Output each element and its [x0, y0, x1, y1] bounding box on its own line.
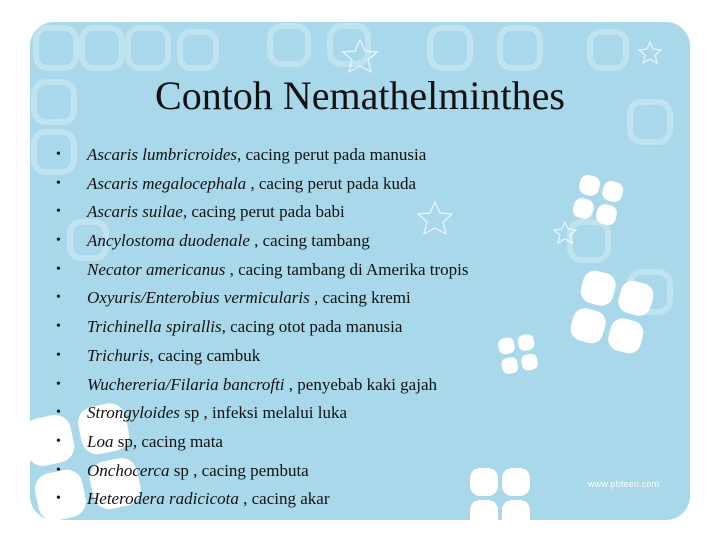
species-description: , cacing kremi: [309, 288, 411, 308]
list-item: [56, 457, 468, 486]
list-item: [56, 227, 468, 256]
list-item: [56, 170, 468, 199]
species-description: , cacing akar: [238, 489, 330, 509]
species-description: , penyebab kaki gajah: [284, 374, 437, 394]
list-item: [56, 284, 468, 313]
species-description: , cacing cambuk: [149, 345, 261, 365]
bullet-icon: •: [56, 261, 61, 277]
slide-title: Contoh Nemathelminthes: [155, 73, 565, 118]
species-description: sp , infeksi melalui luka: [179, 403, 348, 423]
species-name: Strongyloides: [87, 403, 180, 423]
bullet-icon: •: [56, 462, 61, 478]
list-item: [56, 313, 468, 342]
list-item: [56, 399, 468, 428]
species-description: sp, cacing mata: [113, 431, 223, 451]
species-description: , cacing tambang di Amerika tropis: [225, 259, 469, 279]
bullet-icon: •: [56, 347, 61, 363]
species-name: Ascaris megalocephala: [87, 173, 247, 193]
list-item: [56, 198, 468, 227]
bullet-icon: •: [56, 233, 61, 249]
list-item: [56, 428, 468, 457]
species-name: Ascaris lumbricroides: [87, 145, 238, 164]
bullet-icon: •: [56, 433, 61, 449]
species-list: [56, 141, 468, 514]
species-name: Oxyuris/Enterobius vermicularis: [87, 288, 310, 308]
list-item: [56, 342, 468, 371]
watermark-url: www.pbteen.com: [588, 479, 660, 489]
species-description: , cacing otot pada manusia: [221, 317, 403, 337]
species-name: Trichinella spirallis: [87, 317, 222, 337]
list-item: [56, 141, 468, 170]
species-name: Onchocerca: [87, 460, 170, 480]
bullet-icon: •: [56, 319, 61, 335]
species-name: Ascaris suilae: [87, 202, 183, 222]
bullet-icon: •: [56, 147, 61, 162]
bullet-icon: •: [56, 290, 61, 306]
list-item: [56, 371, 468, 400]
list-item: [56, 485, 468, 514]
species-name: Wuchereria/Filaria bancrofti: [87, 374, 285, 394]
species-description: , cacing perut pada babi: [182, 202, 345, 222]
species-description: , cacing tambang: [249, 231, 370, 251]
bullet-icon: •: [56, 204, 61, 220]
species-description: sp , cacing pembuta: [169, 460, 309, 480]
bullet-icon: •: [56, 405, 61, 421]
species-description: , cacing perut pada kuda: [246, 173, 417, 193]
species-description: , cacing perut pada manusia: [237, 145, 427, 164]
species-name: Loa: [87, 431, 114, 451]
bullet-icon: •: [56, 376, 61, 392]
species-name: Necator americanus: [87, 259, 226, 279]
species-name: Heterodera radicicota: [87, 489, 239, 509]
bullet-icon: •: [56, 175, 61, 191]
species-name: Trichuris: [87, 345, 150, 365]
bullet-icon: •: [56, 491, 61, 507]
species-name: Ancylostoma duodenale: [87, 231, 250, 251]
list-item: [56, 256, 468, 285]
